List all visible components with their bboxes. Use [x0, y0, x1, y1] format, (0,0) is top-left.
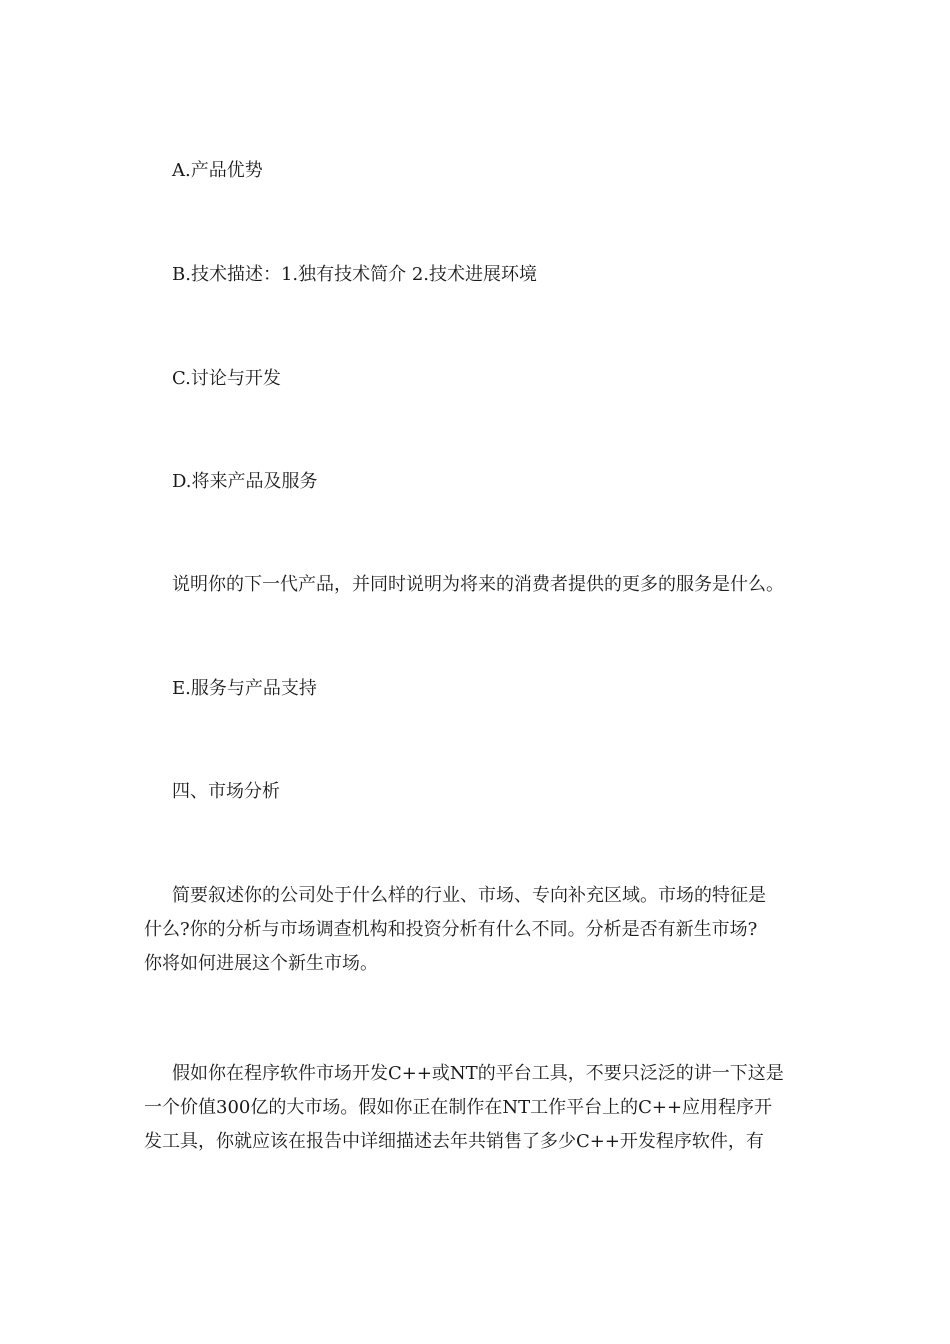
item-b-technical-description: B.技术描述：1.独有技术简介 2.技术进展环境: [172, 264, 538, 285]
paragraph-market-example: [144, 1057, 824, 1159]
item-d-future-products: D.将来产品及服务: [172, 471, 318, 492]
item-e-service-support: E.服务与产品支持: [172, 678, 317, 699]
item-c-research-development: C.讨论与开发: [172, 368, 281, 389]
item-a-product-advantage: A.产品优势: [172, 160, 263, 181]
section-heading-market-analysis: 四、市场分析: [172, 781, 280, 802]
paragraph-line: 简要叙述你的公司处于什么样的行业、市场、专向补充区域。市场的特征是: [172, 885, 766, 906]
paragraph-line: 假如你在程序软件市场开发C++或NT的平台工具，不要只泛泛的讲一下这是: [172, 1063, 784, 1084]
paragraph-line: 什么?你的分析与市场调查机构和投资分析有什么不同。分析是否有新生市场?: [144, 919, 758, 940]
paragraph-line: 发工具，你就应该在报告中详细描述去年共销售了多少C++开发程序软件，有: [144, 1131, 764, 1152]
paragraph-market-overview: [144, 879, 824, 981]
item-d-explanation: 说明你的下一代产品，并同时说明为将来的消费者提供的更多的服务是什么。: [172, 574, 784, 595]
paragraph-line: 一个价值300亿的大市场。假如你正在制作在NT工作平台上的C++应用程序开: [144, 1097, 773, 1118]
paragraph-line: 你将如何进展这个新生市场。: [144, 953, 378, 974]
